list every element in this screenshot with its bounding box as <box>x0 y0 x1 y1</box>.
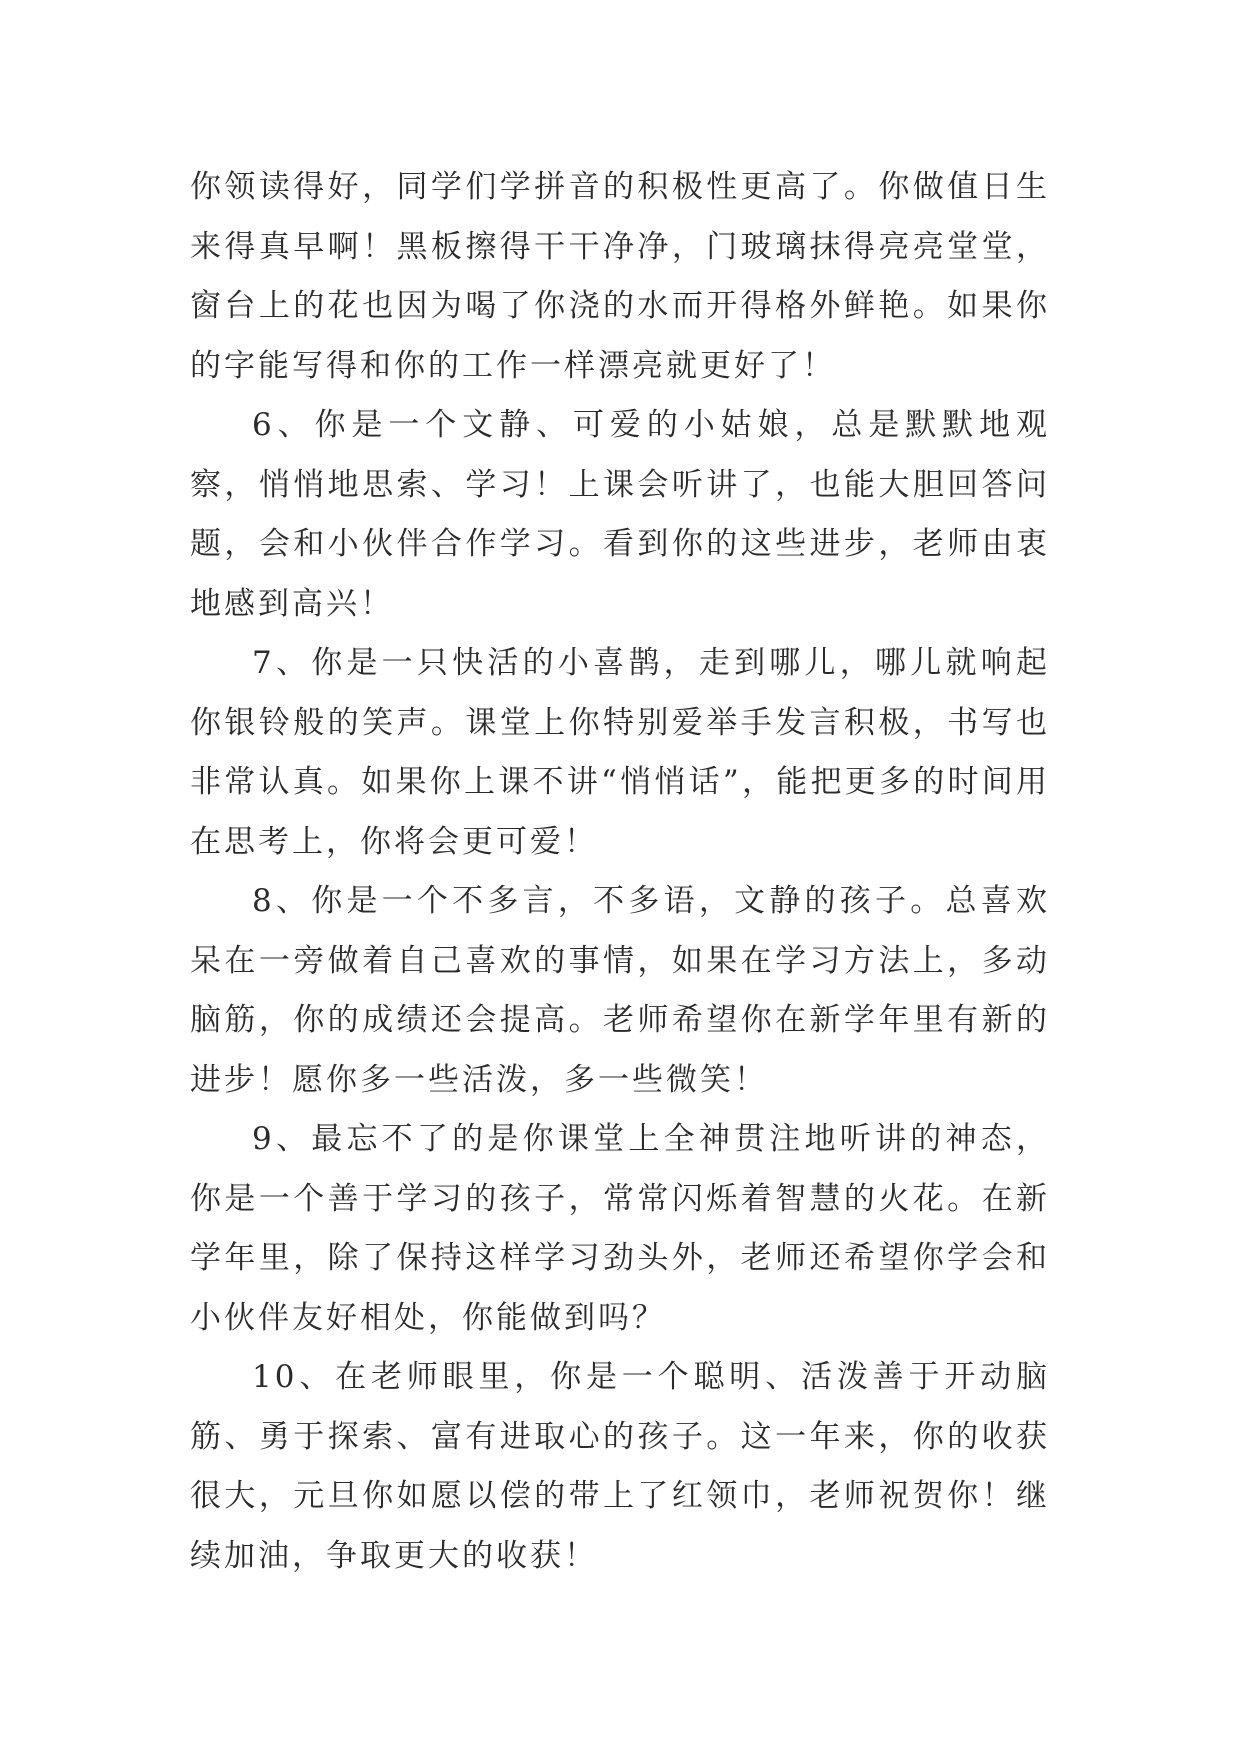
paragraph-6: 6、你是一个文静、可爱的小姑娘，总是默默地观察，悄悄地思索、学习！上课会听讲了，也能大胆回答问题，会和小伙伴合作学习。看到你的这些进步，老师由衷地感到高兴！ <box>190 407 1050 622</box>
paragraph-8: 8、你是一个不多言，不多语，文静的孩子。总喜欢呆在一旁做着自己喜欢的事情，如果在学习方法上，多动脑筋，你的成绩还会提高。老师希望你在新学年里有新的进步！愿你多一些活泼，多一些微笑！ <box>190 883 1050 1098</box>
paragraph-10: 10、在老师眼里，你是一个聪明、活泼善于开动脑筋、勇于探索、富有进取心的孩子。这一年来，你的收获很大，元旦你如愿以偿的带上了红领巾，老师祝贺你！继续加油，争取更大的收获！ <box>190 1359 1050 1574</box>
paragraph-9: 9、最忘不了的是你课堂上全神贯注地听讲的神态，你是一个善于学习的孩子，常常闪烁着智慧的火花。在新学年里，除了保持这样学习劲头外，老师还希望你学会和小伙伴友好相处，你能做到吗？ <box>190 1121 1050 1336</box>
paragraph-continued: 你领读得好，同学们学拼音的积极性更高了。你做值日生来得真早啊！黑板擦得干干净净，门玻璃抹得亮亮堂堂，窗台上的花也因为喝了你浇的水而开得格外鲜艳。如果你的字能写得和你的工作一样漂亮就更好了！ <box>190 169 1050 384</box>
document-body <box>190 158 1050 1586</box>
paragraph-7: 7、你是一只快活的小喜鹊，走到哪儿，哪儿就响起你银铃般的笑声。课堂上你特别爱举手发言积极，书写也非常认真。如果你上课不讲“悄悄话”，能把更多的时间用在思考上，你将会更可爱！ <box>190 645 1050 860</box>
